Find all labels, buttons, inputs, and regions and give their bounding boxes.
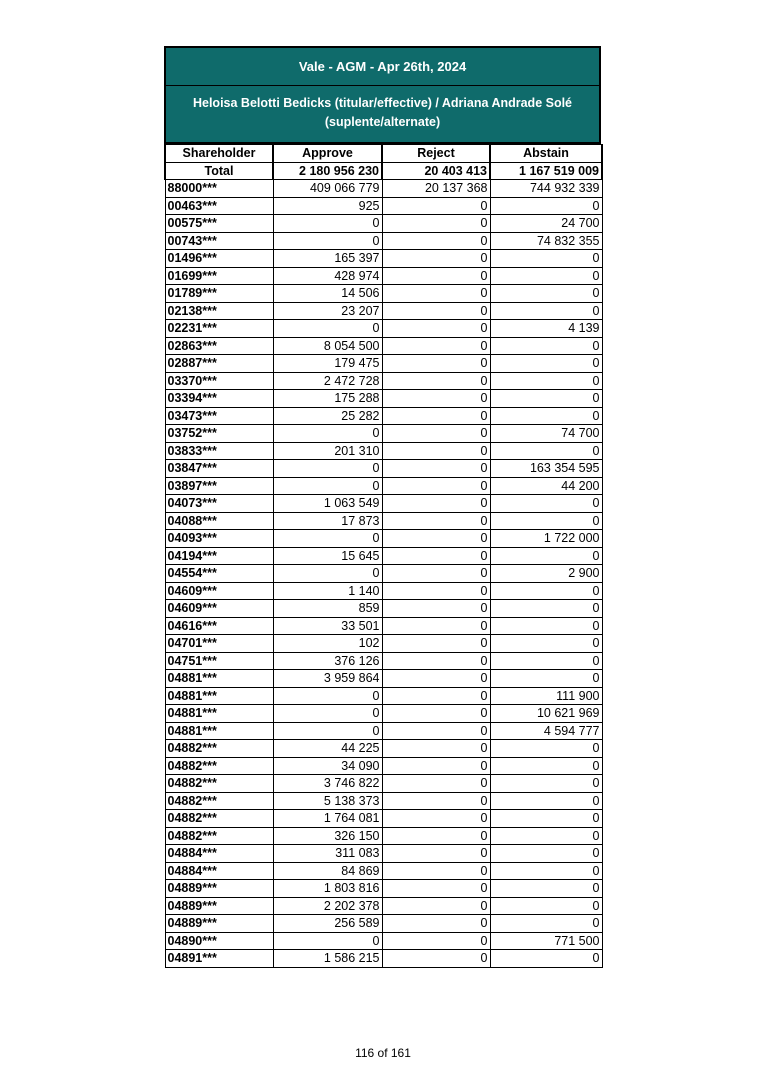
abstain-cell: 0 bbox=[490, 267, 602, 285]
approve-cell: 0 bbox=[273, 705, 382, 723]
reject-cell: 0 bbox=[382, 320, 490, 338]
abstain-cell: 0 bbox=[490, 880, 602, 898]
table-row bbox=[165, 320, 602, 338]
abstain-cell: 0 bbox=[490, 810, 602, 828]
reject-cell: 0 bbox=[382, 740, 490, 758]
approve-cell: 925 bbox=[273, 197, 382, 215]
abstain-cell: 0 bbox=[490, 950, 602, 968]
approve-cell: 1 063 549 bbox=[273, 495, 382, 513]
shareholder-cell: 04881*** bbox=[165, 705, 273, 723]
approve-cell: 14 506 bbox=[273, 285, 382, 303]
votes-table bbox=[164, 144, 603, 968]
shareholder-cell: 04554*** bbox=[165, 565, 273, 583]
shareholder-cell: 03370*** bbox=[165, 372, 273, 390]
reject-cell: 0 bbox=[382, 285, 490, 303]
reject-cell: 0 bbox=[382, 845, 490, 863]
table-row bbox=[165, 302, 602, 320]
abstain-cell: 0 bbox=[490, 197, 602, 215]
approve-cell: 1 764 081 bbox=[273, 810, 382, 828]
approve-cell: 5 138 373 bbox=[273, 792, 382, 810]
abstain-cell: 4 139 bbox=[490, 320, 602, 338]
shareholder-cell: 04889*** bbox=[165, 897, 273, 915]
table-row bbox=[165, 722, 602, 740]
reject-cell: 0 bbox=[382, 950, 490, 968]
approve-cell: 1 803 816 bbox=[273, 880, 382, 898]
approve-cell: 0 bbox=[273, 477, 382, 495]
table-row bbox=[165, 355, 602, 373]
abstain-cell: 4 594 777 bbox=[490, 722, 602, 740]
approve-cell: 0 bbox=[273, 215, 382, 233]
approve-cell: 0 bbox=[273, 722, 382, 740]
abstain-cell: 771 500 bbox=[490, 932, 602, 950]
approve-cell: 0 bbox=[273, 530, 382, 548]
abstain-cell: 0 bbox=[490, 827, 602, 845]
reject-cell: 0 bbox=[382, 757, 490, 775]
reject-cell: 0 bbox=[382, 617, 490, 635]
approve-cell: 1 140 bbox=[273, 582, 382, 600]
table-row bbox=[165, 565, 602, 583]
abstain-cell: 0 bbox=[490, 495, 602, 513]
approve-cell: 3 959 864 bbox=[273, 670, 382, 688]
table-row bbox=[165, 582, 602, 600]
total-approve: 2 180 956 230 bbox=[273, 162, 382, 180]
table-row bbox=[165, 407, 602, 425]
shareholder-cell: 01789*** bbox=[165, 285, 273, 303]
approve-cell: 2 202 378 bbox=[273, 897, 382, 915]
reject-cell: 0 bbox=[382, 582, 490, 600]
abstain-cell: 0 bbox=[490, 512, 602, 530]
shareholder-cell: 00575*** bbox=[165, 215, 273, 233]
table-row bbox=[165, 372, 602, 390]
abstain-cell: 0 bbox=[490, 670, 602, 688]
table-row bbox=[165, 197, 602, 215]
shareholder-cell: 88000*** bbox=[165, 180, 273, 198]
column-header-approve: Approve bbox=[273, 145, 382, 163]
approve-cell: 3 746 822 bbox=[273, 775, 382, 793]
shareholder-cell: 04882*** bbox=[165, 775, 273, 793]
reject-cell: 0 bbox=[382, 547, 490, 565]
reject-cell: 0 bbox=[382, 862, 490, 880]
approve-cell: 0 bbox=[273, 687, 382, 705]
table-row bbox=[165, 757, 602, 775]
approve-cell: 44 225 bbox=[273, 740, 382, 758]
table-header-row bbox=[165, 145, 602, 163]
title-band bbox=[164, 46, 601, 144]
table-row bbox=[165, 880, 602, 898]
shareholder-cell: 04881*** bbox=[165, 670, 273, 688]
shareholder-cell: 01699*** bbox=[165, 267, 273, 285]
approve-cell: 201 310 bbox=[273, 442, 382, 460]
table-row bbox=[165, 687, 602, 705]
reject-cell: 0 bbox=[382, 600, 490, 618]
abstain-cell: 0 bbox=[490, 390, 602, 408]
page-number: 116 of 161 bbox=[355, 1046, 411, 1060]
abstain-cell: 0 bbox=[490, 547, 602, 565]
approve-cell: 33 501 bbox=[273, 617, 382, 635]
shareholder-cell: 04073*** bbox=[165, 495, 273, 513]
abstain-cell: 0 bbox=[490, 407, 602, 425]
abstain-cell: 0 bbox=[490, 862, 602, 880]
shareholder-cell: 02863*** bbox=[165, 337, 273, 355]
abstain-cell: 0 bbox=[490, 757, 602, 775]
shareholder-cell: 02138*** bbox=[165, 302, 273, 320]
table-row bbox=[165, 950, 602, 968]
candidate-subtitle bbox=[166, 86, 599, 142]
abstain-cell: 0 bbox=[490, 372, 602, 390]
column-header-reject: Reject bbox=[382, 145, 490, 163]
reject-cell: 0 bbox=[382, 687, 490, 705]
abstain-cell: 744 932 339 bbox=[490, 180, 602, 198]
approve-cell: 256 589 bbox=[273, 915, 382, 933]
table-row bbox=[165, 652, 602, 670]
abstain-cell: 0 bbox=[490, 355, 602, 373]
reject-cell: 0 bbox=[382, 512, 490, 530]
shareholder-cell: 04882*** bbox=[165, 792, 273, 810]
shareholder-cell: 04194*** bbox=[165, 547, 273, 565]
abstain-cell: 74 700 bbox=[490, 425, 602, 443]
table-row bbox=[165, 460, 602, 478]
abstain-cell: 0 bbox=[490, 600, 602, 618]
reject-cell: 0 bbox=[382, 635, 490, 653]
abstain-cell: 0 bbox=[490, 915, 602, 933]
table-row bbox=[165, 932, 602, 950]
table-row bbox=[165, 337, 602, 355]
shareholder-cell: 04890*** bbox=[165, 932, 273, 950]
document-title: Vale - AGM - Apr 26th, 2024 bbox=[166, 48, 599, 86]
shareholder-cell: 02887*** bbox=[165, 355, 273, 373]
reject-cell: 0 bbox=[382, 407, 490, 425]
reject-cell: 0 bbox=[382, 775, 490, 793]
table-row bbox=[165, 600, 602, 618]
approve-cell: 25 282 bbox=[273, 407, 382, 425]
abstain-cell: 2 900 bbox=[490, 565, 602, 583]
shareholder-cell: 03833*** bbox=[165, 442, 273, 460]
table-row bbox=[165, 250, 602, 268]
reject-cell: 0 bbox=[382, 302, 490, 320]
shareholder-cell: 03847*** bbox=[165, 460, 273, 478]
shareholder-cell: 04891*** bbox=[165, 950, 273, 968]
column-header-shareholder: Shareholder bbox=[165, 145, 273, 163]
table-row bbox=[165, 740, 602, 758]
shareholder-cell: 04701*** bbox=[165, 635, 273, 653]
abstain-cell: 0 bbox=[490, 792, 602, 810]
approve-cell: 102 bbox=[273, 635, 382, 653]
table-row bbox=[165, 285, 602, 303]
reject-cell: 0 bbox=[382, 232, 490, 250]
abstain-cell: 0 bbox=[490, 617, 602, 635]
subtitle-line-2: (suplente/alternate) bbox=[324, 115, 441, 129]
table-row bbox=[165, 495, 602, 513]
abstain-cell: 0 bbox=[490, 897, 602, 915]
reject-cell: 0 bbox=[382, 215, 490, 233]
reject-cell: 0 bbox=[382, 565, 490, 583]
shareholder-cell: 04882*** bbox=[165, 810, 273, 828]
shareholder-cell: 04882*** bbox=[165, 740, 273, 758]
table-row bbox=[165, 267, 602, 285]
abstain-cell: 24 700 bbox=[490, 215, 602, 233]
approve-cell: 1 586 215 bbox=[273, 950, 382, 968]
approve-cell: 8 054 500 bbox=[273, 337, 382, 355]
reject-cell: 0 bbox=[382, 425, 490, 443]
table-row bbox=[165, 792, 602, 810]
total-reject: 20 403 413 bbox=[382, 162, 490, 180]
abstain-cell: 0 bbox=[490, 442, 602, 460]
reject-cell: 0 bbox=[382, 915, 490, 933]
approve-cell: 0 bbox=[273, 565, 382, 583]
table-row bbox=[165, 512, 602, 530]
table-row bbox=[165, 530, 602, 548]
approve-cell: 428 974 bbox=[273, 267, 382, 285]
shareholder-cell: 04881*** bbox=[165, 722, 273, 740]
abstain-cell: 0 bbox=[490, 652, 602, 670]
table-row bbox=[165, 477, 602, 495]
reject-cell: 0 bbox=[382, 932, 490, 950]
shareholder-cell: 01496*** bbox=[165, 250, 273, 268]
approve-cell: 0 bbox=[273, 460, 382, 478]
abstain-cell: 163 354 595 bbox=[490, 460, 602, 478]
shareholder-cell: 04609*** bbox=[165, 600, 273, 618]
reject-cell: 0 bbox=[382, 477, 490, 495]
reject-cell: 0 bbox=[382, 705, 490, 723]
approve-cell: 0 bbox=[273, 232, 382, 250]
total-row bbox=[165, 162, 602, 180]
abstain-cell: 0 bbox=[490, 845, 602, 863]
reject-cell: 0 bbox=[382, 197, 490, 215]
approve-cell: 165 397 bbox=[273, 250, 382, 268]
total-label: Total bbox=[165, 162, 273, 180]
reject-cell: 0 bbox=[382, 652, 490, 670]
approve-cell: 0 bbox=[273, 320, 382, 338]
table-row bbox=[165, 425, 602, 443]
reject-cell: 0 bbox=[382, 250, 490, 268]
shareholder-cell: 03897*** bbox=[165, 477, 273, 495]
table-row bbox=[165, 232, 602, 250]
table-row bbox=[165, 390, 602, 408]
abstain-cell: 111 900 bbox=[490, 687, 602, 705]
reject-cell: 0 bbox=[382, 880, 490, 898]
table-row bbox=[165, 897, 602, 915]
approve-cell: 409 066 779 bbox=[273, 180, 382, 198]
approve-cell: 0 bbox=[273, 932, 382, 950]
reject-cell: 0 bbox=[382, 792, 490, 810]
shareholder-cell: 00743*** bbox=[165, 232, 273, 250]
table-row bbox=[165, 705, 602, 723]
shareholder-cell: 04889*** bbox=[165, 880, 273, 898]
table-row bbox=[165, 670, 602, 688]
shareholder-cell: 00463*** bbox=[165, 197, 273, 215]
approve-cell: 2 472 728 bbox=[273, 372, 382, 390]
shareholder-cell: 04884*** bbox=[165, 862, 273, 880]
shareholder-cell: 04093*** bbox=[165, 530, 273, 548]
approve-cell: 175 288 bbox=[273, 390, 382, 408]
reject-cell: 0 bbox=[382, 827, 490, 845]
reject-cell: 0 bbox=[382, 810, 490, 828]
abstain-cell: 0 bbox=[490, 302, 602, 320]
abstain-cell: 74 832 355 bbox=[490, 232, 602, 250]
subtitle-line-1: Heloisa Belotti Bedicks (titular/effective) / Adriana Andrade Solé bbox=[192, 96, 573, 110]
approve-cell: 34 090 bbox=[273, 757, 382, 775]
reject-cell: 0 bbox=[382, 337, 490, 355]
shareholder-cell: 04882*** bbox=[165, 757, 273, 775]
shareholder-cell: 03473*** bbox=[165, 407, 273, 425]
table-row bbox=[165, 442, 602, 460]
abstain-cell: 0 bbox=[490, 337, 602, 355]
reject-cell: 0 bbox=[382, 495, 490, 513]
table-row bbox=[165, 547, 602, 565]
approve-cell: 0 bbox=[273, 425, 382, 443]
table-row bbox=[165, 862, 602, 880]
shareholder-cell: 04751*** bbox=[165, 652, 273, 670]
table-row bbox=[165, 617, 602, 635]
table-row bbox=[165, 810, 602, 828]
approve-cell: 84 869 bbox=[273, 862, 382, 880]
table-row bbox=[165, 827, 602, 845]
reject-cell: 0 bbox=[382, 722, 490, 740]
reject-cell: 20 137 368 bbox=[382, 180, 490, 198]
shareholder-cell: 04882*** bbox=[165, 827, 273, 845]
reject-cell: 0 bbox=[382, 390, 490, 408]
vote-results-sheet bbox=[164, 46, 601, 968]
table-row bbox=[165, 915, 602, 933]
approve-cell: 179 475 bbox=[273, 355, 382, 373]
abstain-cell: 0 bbox=[490, 582, 602, 600]
abstain-cell: 0 bbox=[490, 250, 602, 268]
reject-cell: 0 bbox=[382, 267, 490, 285]
abstain-cell: 10 621 969 bbox=[490, 705, 602, 723]
abstain-cell: 1 722 000 bbox=[490, 530, 602, 548]
approve-cell: 17 873 bbox=[273, 512, 382, 530]
table-row bbox=[165, 180, 602, 198]
reject-cell: 0 bbox=[382, 530, 490, 548]
table-row bbox=[165, 845, 602, 863]
shareholder-cell: 04889*** bbox=[165, 915, 273, 933]
column-header-abstain: Abstain bbox=[490, 145, 602, 163]
shareholder-cell: 03394*** bbox=[165, 390, 273, 408]
reject-cell: 0 bbox=[382, 355, 490, 373]
approve-cell: 15 645 bbox=[273, 547, 382, 565]
table-row bbox=[165, 635, 602, 653]
reject-cell: 0 bbox=[382, 897, 490, 915]
shareholder-cell: 04616*** bbox=[165, 617, 273, 635]
approve-cell: 326 150 bbox=[273, 827, 382, 845]
approve-cell: 311 083 bbox=[273, 845, 382, 863]
shareholder-cell: 04088*** bbox=[165, 512, 273, 530]
reject-cell: 0 bbox=[382, 670, 490, 688]
approve-cell: 23 207 bbox=[273, 302, 382, 320]
reject-cell: 0 bbox=[382, 372, 490, 390]
table-row bbox=[165, 215, 602, 233]
shareholder-cell: 02231*** bbox=[165, 320, 273, 338]
reject-cell: 0 bbox=[382, 442, 490, 460]
reject-cell: 0 bbox=[382, 460, 490, 478]
shareholder-cell: 04884*** bbox=[165, 845, 273, 863]
approve-cell: 859 bbox=[273, 600, 382, 618]
shareholder-cell: 04609*** bbox=[165, 582, 273, 600]
abstain-cell: 0 bbox=[490, 740, 602, 758]
abstain-cell: 0 bbox=[490, 775, 602, 793]
shareholder-cell: 03752*** bbox=[165, 425, 273, 443]
abstain-cell: 0 bbox=[490, 285, 602, 303]
table-row bbox=[165, 775, 602, 793]
total-abstain: 1 167 519 009 bbox=[490, 162, 602, 180]
approve-cell: 376 126 bbox=[273, 652, 382, 670]
abstain-cell: 0 bbox=[490, 635, 602, 653]
shareholder-cell: 04881*** bbox=[165, 687, 273, 705]
abstain-cell: 44 200 bbox=[490, 477, 602, 495]
